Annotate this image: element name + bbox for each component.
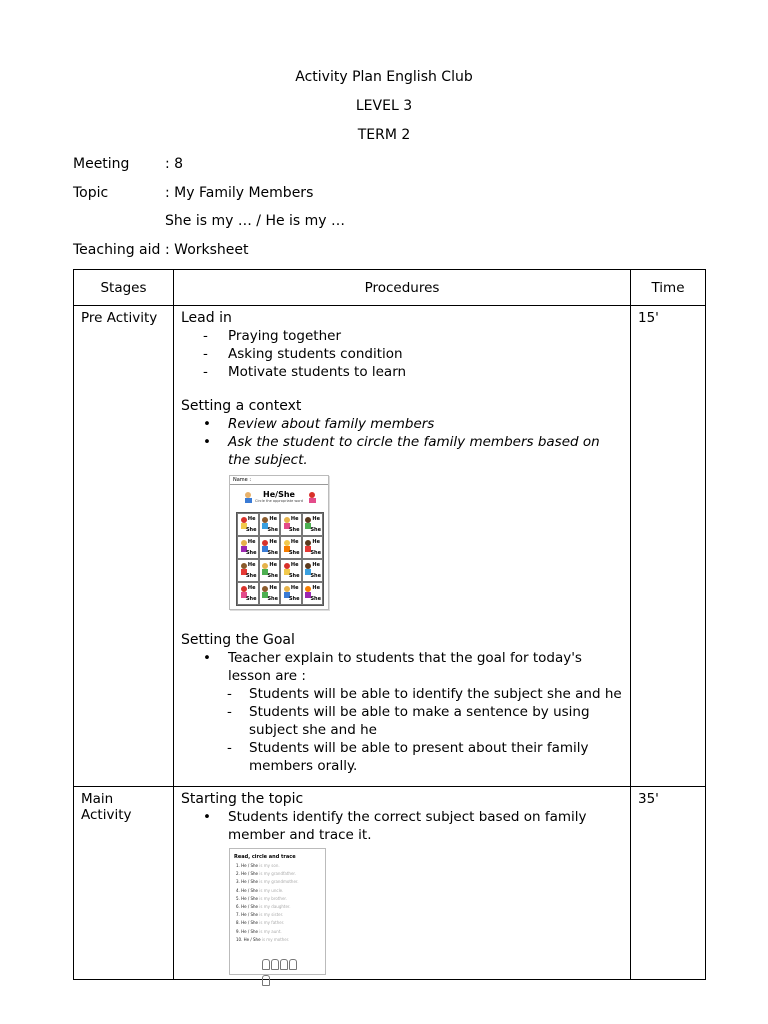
list-item: • Review about family members	[181, 415, 623, 433]
list-item: - Asking students condition	[181, 345, 623, 363]
worksheet2-lines	[230, 862, 325, 944]
grid-cell: He She	[259, 536, 281, 559]
grid-cell: He She	[259, 559, 281, 582]
header-stages: Stages	[74, 270, 174, 306]
goal-sub-list	[181, 685, 623, 775]
procedures-pre-activity	[174, 306, 631, 787]
grid-cell: He She	[259, 582, 281, 605]
worksheet2-line: 4. He / She is my uncle.	[236, 887, 284, 893]
meeting-value: : 8	[165, 156, 184, 172]
grid-cell: He She	[237, 582, 259, 605]
topic-key: Topic	[73, 185, 109, 201]
teaching-aid-row	[73, 242, 249, 258]
girl-icon	[308, 492, 316, 503]
grid-cell: He She	[237, 513, 259, 536]
level-label: LEVEL 3	[355, 98, 413, 114]
lead-in-list	[181, 327, 623, 381]
worksheet2-line: 8. He / She is my father.	[236, 920, 285, 926]
header-time: Time	[631, 270, 706, 306]
worksheet-he-she-image	[229, 475, 329, 610]
table-row-main-activity	[74, 787, 706, 980]
starting-topic-list	[181, 808, 623, 844]
stage-pre-activity: Pre Activity	[74, 306, 174, 787]
grid-cell: He She	[280, 536, 302, 559]
list-item: • Ask the student to circle the family members based on the subject.	[181, 433, 623, 469]
meeting-key: Meeting	[73, 156, 130, 172]
worksheet-read-circle-trace-image	[229, 848, 326, 975]
activity-plan-table	[73, 269, 706, 980]
list-item: - Students will be able to present about their family members orally.	[181, 739, 623, 775]
worksheet2-title: Read, circle and trace	[234, 854, 296, 860]
worksheet-grid	[236, 512, 324, 606]
boy-icon	[244, 492, 252, 503]
stage-main-activity: Main Activity	[74, 787, 174, 980]
grid-cell: He She	[280, 513, 302, 536]
topic-value-2: She is my … / He is my …	[165, 213, 346, 229]
grid-cell: He She	[302, 582, 324, 605]
worksheet-subtitle: Circle the appropriate word	[255, 499, 303, 503]
time-pre-activity: 15'	[631, 306, 706, 787]
list-item: - Students will be able to identify the subject she and he	[181, 685, 623, 703]
topic-row-2	[73, 213, 345, 229]
worksheet-name-label: Name :	[230, 476, 328, 485]
grid-cell: He She	[259, 513, 281, 536]
time-main-activity: 35'	[631, 787, 706, 980]
worksheet2-line: 9. He / She is my aunt.	[236, 928, 282, 934]
setting-goal-title: Setting the Goal	[181, 632, 295, 648]
worksheet2-line: 3. He / She is my grandmother.	[236, 879, 299, 885]
grid-cell: He She	[237, 536, 259, 559]
worksheet2-line: 1. He / She is my son.	[236, 863, 280, 868]
document-title: Activity Plan English Club	[295, 69, 473, 85]
worksheet2-line: 5. He / She is my brother.	[236, 895, 287, 901]
list-item: - Students will be able to make a sentence by using subject she and he	[181, 703, 623, 739]
topic-row	[73, 185, 313, 201]
context-list	[181, 415, 623, 469]
list-item: • Students identify the correct subject based on family member and trace it.	[181, 808, 623, 844]
term-label: TERM 2	[357, 127, 411, 143]
list-item: - Praying together	[181, 327, 623, 345]
topic-value: : My Family Members	[165, 185, 314, 201]
grid-cell: He She	[237, 559, 259, 582]
worksheet2-line: 10. He / She is my mother.	[236, 936, 290, 942]
grid-cell: He She	[280, 559, 302, 582]
grid-cell: He She	[302, 536, 324, 559]
worksheet2-line: 7. He / She is my sister.	[236, 912, 284, 918]
family-figures-icon	[262, 958, 302, 971]
lead-in-title: Lead in	[181, 310, 232, 326]
header-procedures: Procedures	[174, 270, 631, 306]
grid-cell: He She	[302, 513, 324, 536]
grid-cell: He She	[302, 559, 324, 582]
table-header-row	[74, 270, 706, 306]
goal-list	[181, 649, 623, 685]
list-item: • Teacher explain to students that the goal for today's lesson are :	[181, 649, 623, 685]
setting-context-title: Setting a context	[181, 398, 302, 414]
teaching-aid-key: Teaching aid	[73, 242, 161, 258]
teaching-aid-value: : Worksheet	[165, 242, 249, 258]
meeting-row	[73, 156, 183, 172]
grid-cell: He She	[280, 582, 302, 605]
starting-topic-title: Starting the topic	[181, 791, 304, 807]
worksheet2-line: 6. He / She is my daughter.	[236, 904, 291, 910]
procedures-main-activity	[174, 787, 631, 980]
list-item: - Motivate students to learn	[181, 363, 623, 381]
worksheet2-line: 2. He / She is my grandfather.	[236, 871, 296, 877]
table-row-pre-activity	[74, 306, 706, 787]
worksheet-title: He/She	[263, 490, 295, 499]
